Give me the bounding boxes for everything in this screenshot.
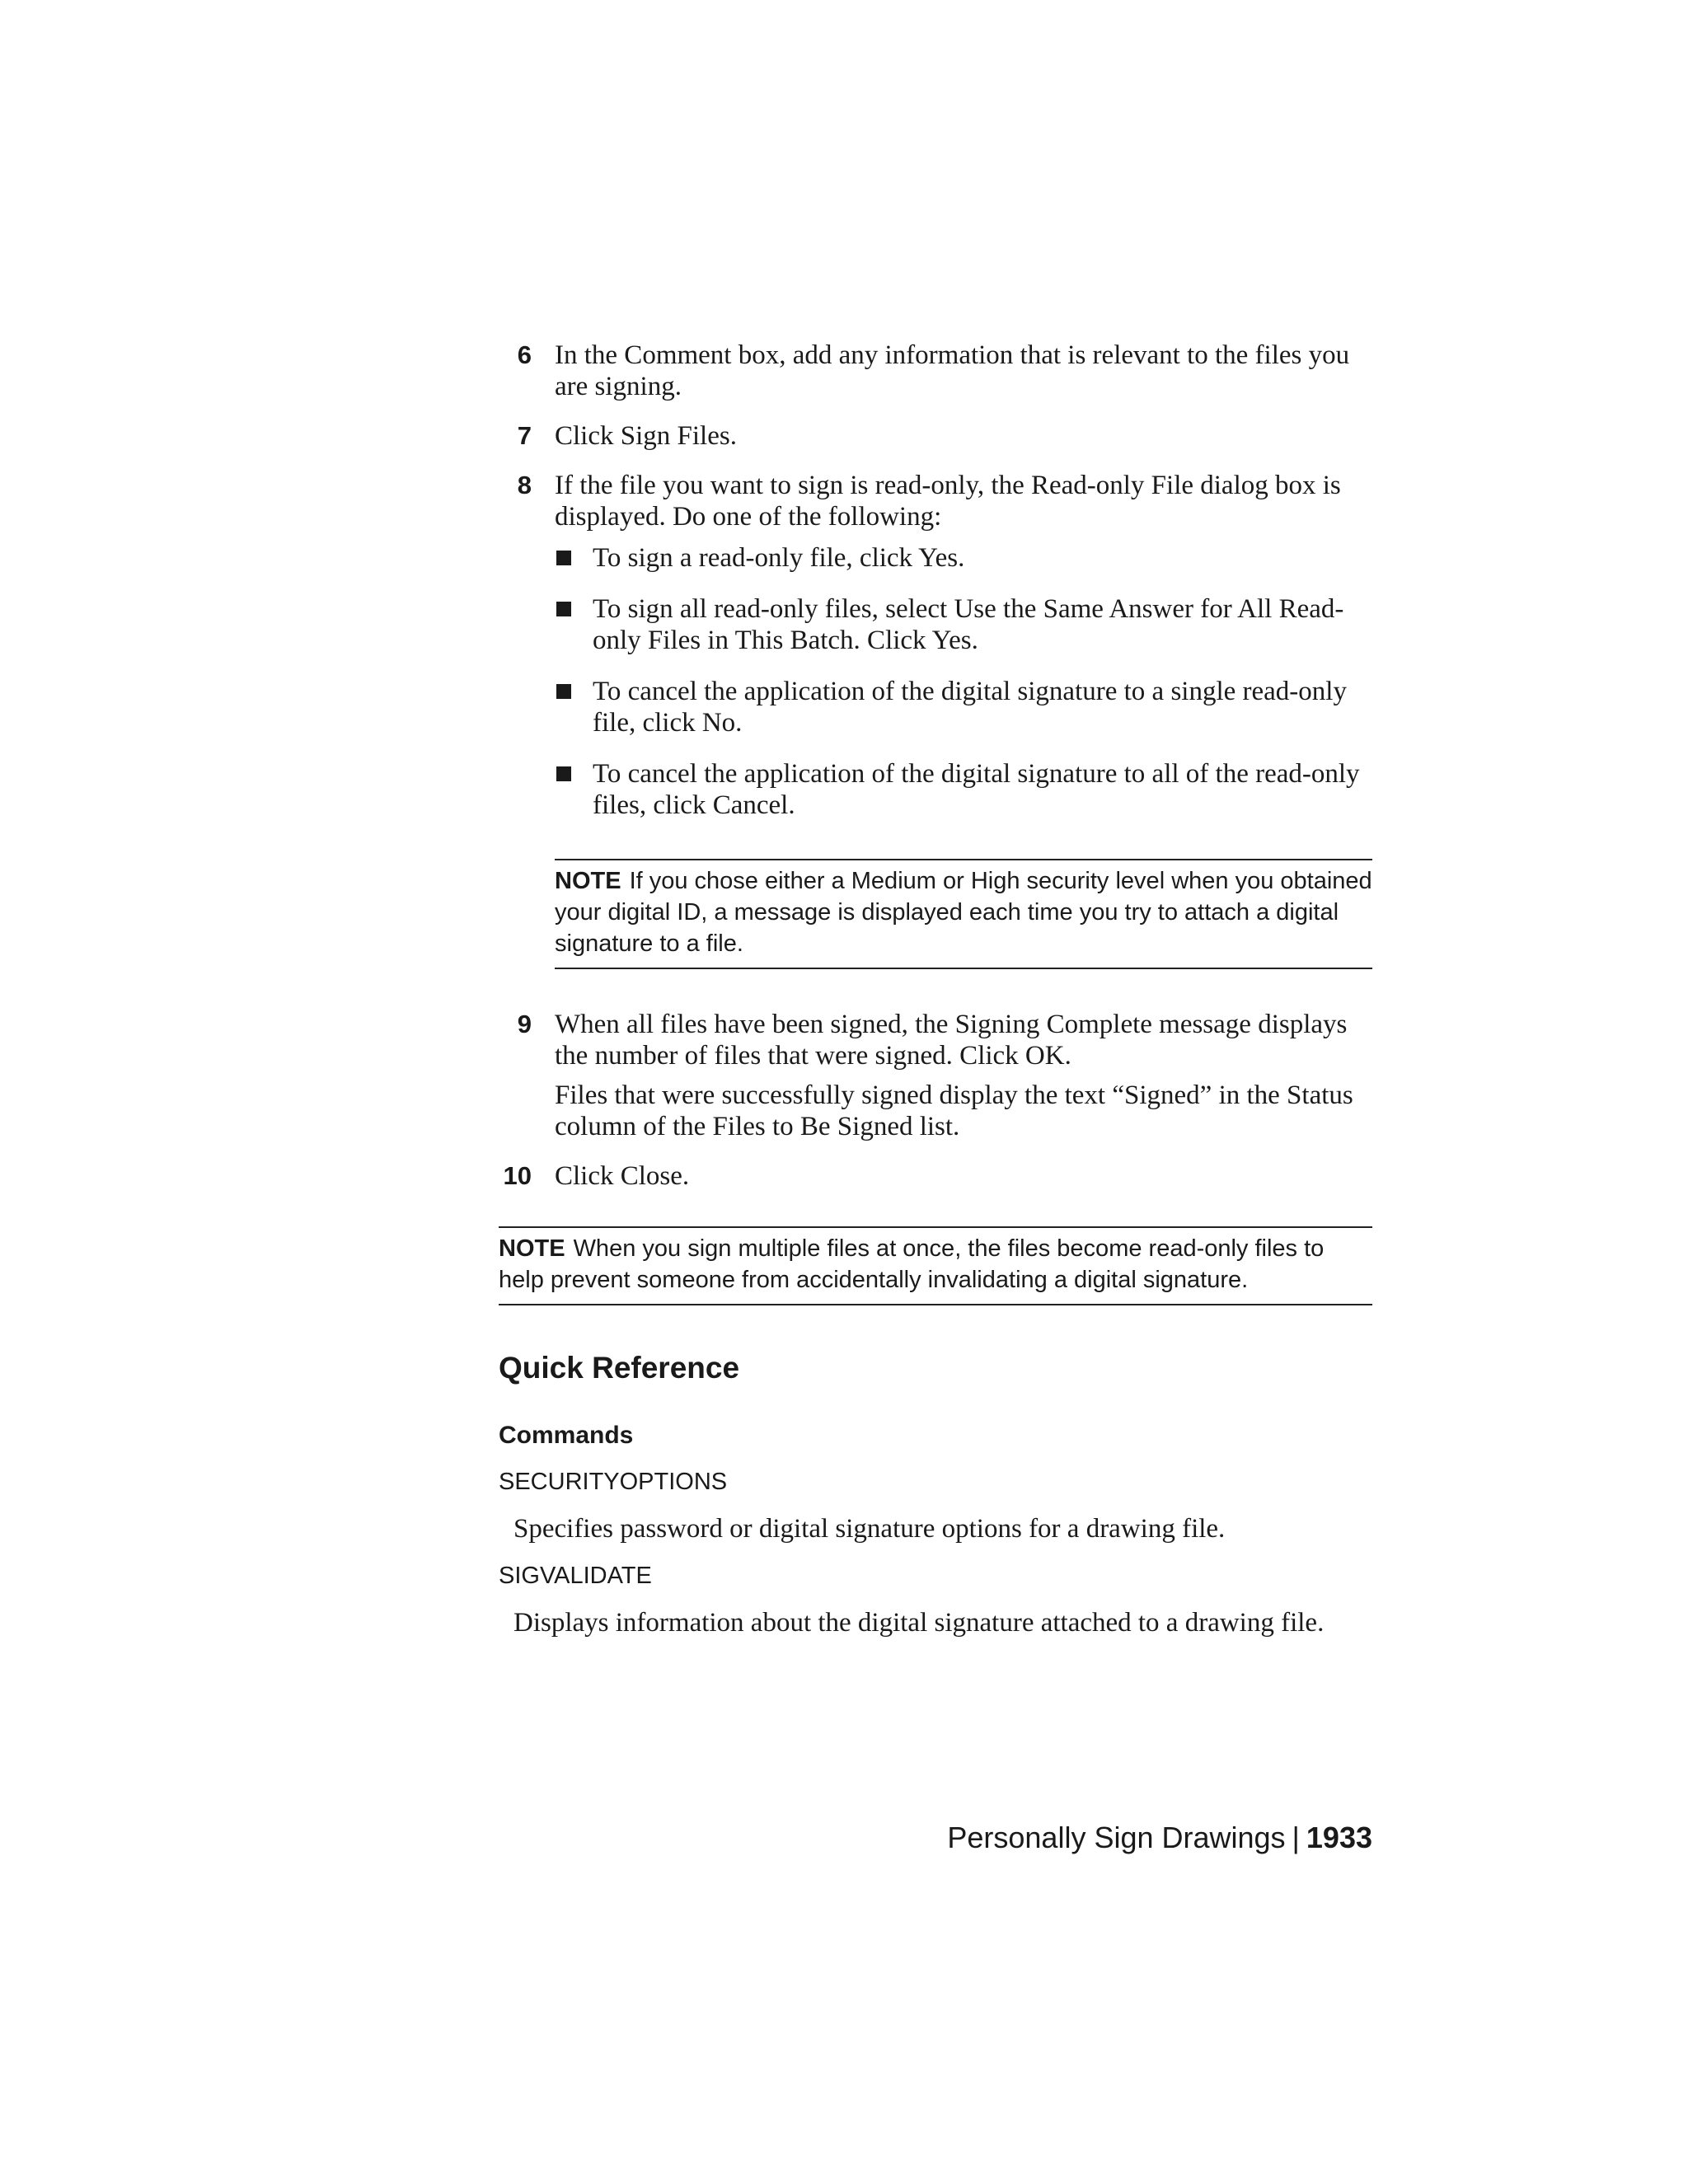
bullet-square-icon	[556, 602, 571, 616]
note-label: NOTE	[555, 868, 621, 894]
step-number: 6	[517, 340, 532, 369]
step-6	[499, 340, 1372, 402]
step-text: If the file you want to sign is read-only, the Read-only File dialog box is displayed. Do one of the following:	[555, 471, 1341, 532]
list-item	[555, 676, 1372, 738]
step-7	[499, 420, 1372, 452]
step-8	[499, 470, 1372, 821]
step-text: Click Close.	[555, 1161, 690, 1191]
footer-separator: |	[1292, 1821, 1300, 1854]
note-text: When you sign multiple files at once, the files become read-only files to help prevent someone from accidentally invalidating a digital signature.	[499, 1235, 1325, 1293]
command-name: SIGVALIDATE	[499, 1563, 652, 1589]
list-item	[555, 758, 1372, 821]
note-label: NOTE	[499, 1235, 565, 1262]
step-number: 9	[517, 1010, 532, 1038]
step-text: In the Comment box, add any information that is relevant to the files you are signing.	[555, 340, 1350, 401]
step-text: Files that were successfully signed display the text “Signed” in the Status column of the Files to Be Signed list.	[555, 1080, 1353, 1141]
commands-heading: Commands	[499, 1422, 634, 1449]
bullet-square-icon	[556, 766, 571, 781]
list-item-text: To sign a read-only file, click Yes.	[593, 543, 965, 573]
command-description: Displays information about the digital signature attached to a drawing file.	[513, 1608, 1325, 1638]
step-text: Click Sign Files.	[555, 421, 737, 451]
list-item	[555, 542, 1372, 574]
command-name: SECURITYOPTIONS	[499, 1469, 728, 1495]
footer-section-title: Personally Sign Drawings	[947, 1821, 1286, 1854]
read-only-note	[499, 1226, 1372, 1305]
step-number: 7	[517, 421, 532, 450]
step-number: 8	[517, 471, 532, 499]
options-list	[555, 542, 1372, 821]
step-9	[499, 1009, 1372, 1142]
list-item-text: To cancel the application of the digital signature to a single read-only file, click No.	[593, 677, 1347, 738]
quick-reference-heading: Quick Reference	[499, 1351, 740, 1385]
list-item-text: To sign all read-only files, select Use the Same Answer for All Read-only Files in This Batch. Click Yes.	[593, 594, 1344, 655]
page-number: 1933	[1306, 1821, 1372, 1854]
page-content	[499, 340, 1372, 1638]
list-item	[555, 593, 1372, 656]
step-10	[499, 1160, 1372, 1192]
list-item-text: To cancel the application of the digital signature to all of the read-only files, click Cancel.	[593, 759, 1360, 820]
security-level-note	[555, 859, 1372, 969]
step-text: When all files have been signed, the Signing Complete message displays the number of files that were signed. Click OK.	[555, 1010, 1348, 1071]
note-text: If you chose either a Medium or High security level when you obtained your digital ID, a message is displayed each time you try to attach a digital signature to a file.	[555, 868, 1372, 957]
bullet-square-icon	[556, 551, 571, 565]
command-description: Specifies password or digital signature options for a drawing file.	[513, 1514, 1226, 1544]
step-number: 10	[503, 1161, 532, 1190]
page-footer	[947, 1820, 1372, 1856]
bullet-square-icon	[556, 684, 571, 699]
